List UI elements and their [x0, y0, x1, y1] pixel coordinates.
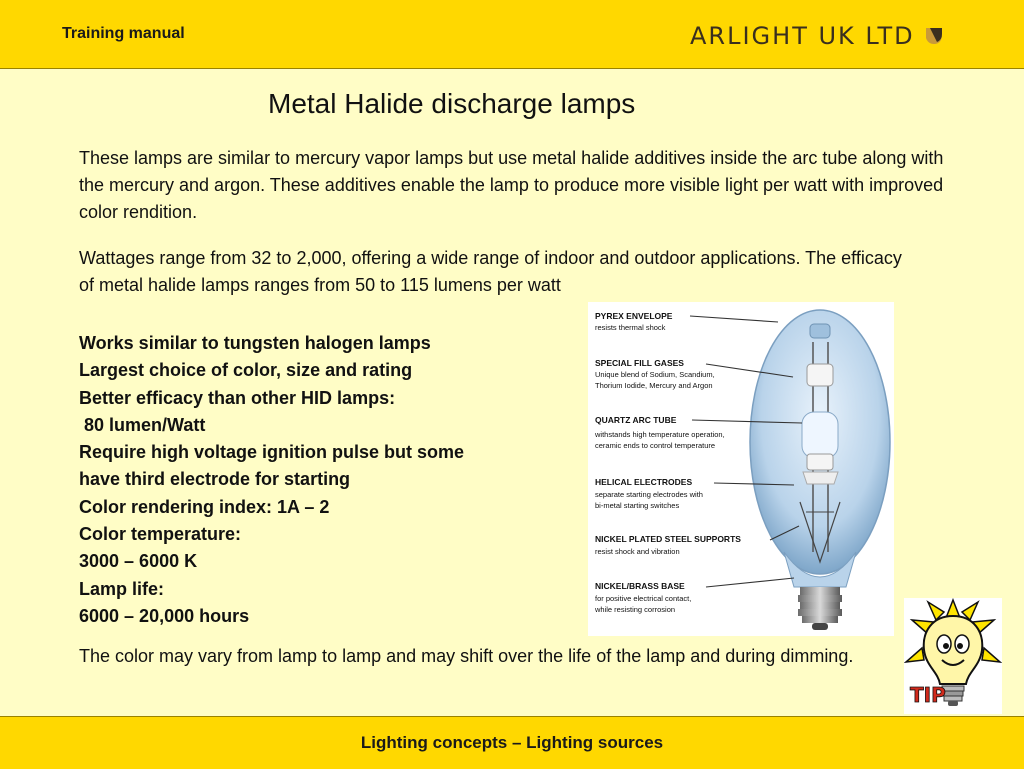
label-supports-desc: resist shock and vibration	[595, 547, 680, 556]
label-supports-title: NICKEL PLATED STEEL SUPPORTS	[595, 534, 741, 544]
list-item: Largest choice of color, size and rating	[79, 360, 413, 381]
list-item: 3000 – 6000 K	[79, 551, 198, 572]
label-fill-gases-desc: Thorium Iodide, Mercury and Argon	[595, 381, 713, 390]
label-arc-tube-desc: withstands high temperature operation,	[595, 430, 725, 439]
label-pyrex-desc: resists thermal shock	[595, 323, 666, 332]
list-item: 80 lumen/Watt	[79, 414, 206, 435]
label-base-desc: for positive electrical contact,	[595, 594, 692, 603]
footer-bar	[0, 716, 1024, 769]
label-arc-tube-desc: ceramic ends to control temperature	[595, 441, 716, 450]
label-base-desc: while resisting corrosion	[595, 605, 676, 614]
label-arc-tube-title: QUARTZ ARC TUBE	[595, 415, 677, 425]
label-pyrex-title: PYREX ENVELOPE	[595, 311, 673, 321]
list-item: Require high voltage ignition pulse but some	[79, 442, 465, 463]
label-base-title: NICKEL/BRASS BASE	[595, 581, 685, 591]
list-item: Color rendering index: 1A – 2	[79, 496, 330, 517]
header-bar	[0, 0, 1024, 69]
list-item: 6000 – 20,000 hours	[79, 605, 250, 626]
list-item: Better efficacy than other HID lamps:	[79, 387, 396, 408]
lightbulb-tip-icon	[904, 598, 1002, 714]
label-electrodes-desc: bi-metal starting switches	[595, 501, 680, 510]
closing-paragraph: The color may vary from lamp to lamp and may shift over the life of the lamp and during dimming.	[79, 646, 854, 666]
tip-badge	[904, 598, 1002, 714]
list-item: Color temperature:	[79, 524, 242, 545]
label-electrodes-title: HELICAL ELECTRODES	[595, 477, 693, 487]
metal-halide-lamp-diagram	[588, 302, 894, 636]
list-item: have third electrode for starting	[79, 469, 351, 490]
lamp-screw-base	[798, 587, 842, 630]
lamp-illustration	[588, 302, 894, 636]
footer-title: Lighting concepts – Lighting sources	[360, 733, 664, 752]
logo-text: ARLIGHT UK LTD	[690, 22, 915, 50]
lamp-bulb	[750, 310, 890, 587]
list-item: Lamp life:	[79, 578, 165, 599]
training-manual-label: Training manual	[62, 25, 185, 42]
label-fill-gases-title: SPECIAL FILL GASES	[595, 358, 684, 368]
slide-title: Metal Halide discharge lamps	[268, 88, 636, 119]
wattage-paragraph: Wattages range from 32 to 2,000, offering a wide range of indoor and outdoor applications. The efficacy of metal halide lamps ranges from 50 to 115 lumens per watt	[79, 248, 902, 295]
label-electrodes-desc: separate starting electrodes with	[595, 490, 703, 499]
company-logo	[690, 22, 943, 50]
arlight-logo-icon	[925, 26, 943, 46]
intro-paragraph: These lamps are similar to mercury vapor lamps but use metal halide additives inside the arc tube along with the mercury and argon. These additives enable the lamp to produce more visible light per watt with improved color rendition.	[79, 148, 944, 222]
feature-list	[79, 330, 464, 630]
label-fill-gases-desc: Unique blend of Sodium, Scandium,	[595, 370, 715, 379]
callout-labels	[594, 311, 741, 614]
tip-text: TIP	[910, 683, 946, 707]
list-item: Works similar to tungsten halogen lamps	[79, 333, 431, 353]
